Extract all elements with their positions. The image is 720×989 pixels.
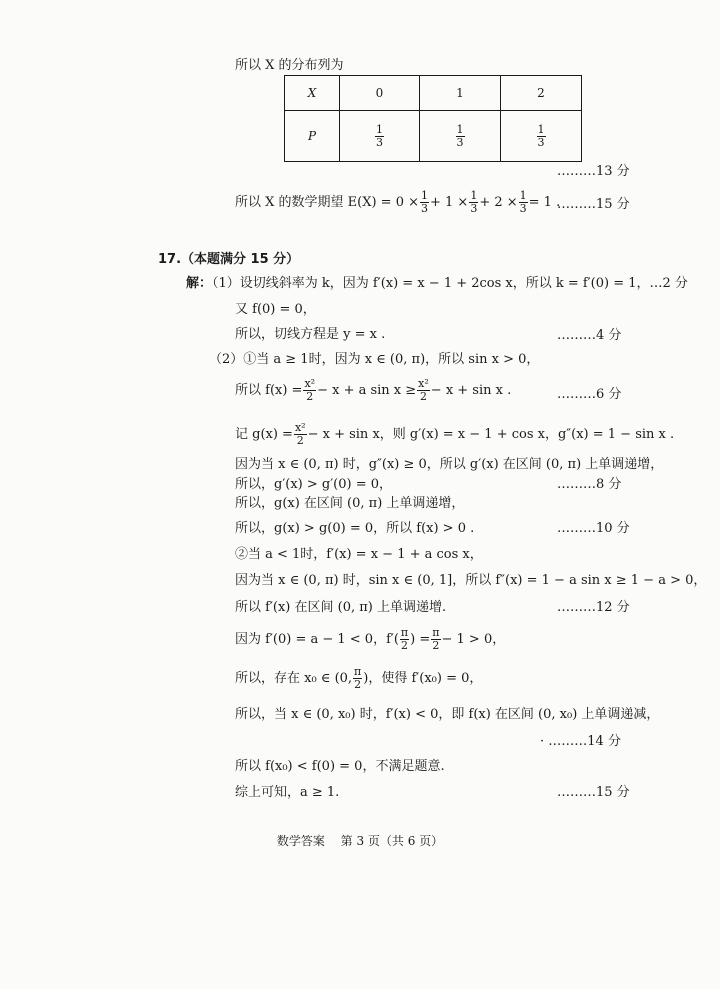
table-cell: P <box>285 111 340 162</box>
question-17-heading: 17.（本题满分 15 分） <box>158 252 300 267</box>
distribution-intro: 所以 X 的分布列为 <box>235 58 344 73</box>
table-cell: $\frac{1}{3}$ <box>501 111 582 162</box>
table-cell: 1 <box>420 76 501 111</box>
solution-line: （2）①当 a ≥ 1时，因为 x ∈ (0, π)，所以 sin x > 0， <box>209 352 540 367</box>
score-14: · ………14 分 <box>540 734 621 749</box>
table-cell: 2 <box>501 76 582 111</box>
score-12: ………12 分 <box>557 600 630 615</box>
solution-line: 所以 f(x₀) < f(0) = 0，不满足题意. <box>235 759 445 774</box>
table-cell: $\frac{1}{3}$ <box>420 111 501 162</box>
solution-line: 所以，当 x ∈ (0, x₀) 时，f′(x) < 0，即 f(x) 在区间 (0, x₀) 上单调递减， <box>235 707 660 722</box>
score-15: ………15 分 <box>557 197 630 212</box>
solution-line: 所以，切线方程是 y = x . <box>235 327 386 342</box>
solution-line: 解：（1）设切线斜率为 k，因为 f′(x) = x − 1 + 2cos x，所以 k = f′(0) = 1，…2 分 <box>186 276 688 291</box>
solution-line: 所以 f′(x) 在区间 (0, π) 上单调递增. <box>235 600 447 615</box>
solution-line: 因为 f′(0) = a − 1 < 0，f′( $\frac{\pi}{2}$ ) = $\frac{\pi}{2}$ − 1 > 0， <box>235 626 506 652</box>
score-8: ………8 分 <box>557 477 622 492</box>
score-10: ………10 分 <box>557 521 630 536</box>
table-cell: X <box>285 76 340 111</box>
page-footer: 数学答案 第 3 页（共 6 页） <box>276 834 444 848</box>
table-cell: $\frac{1}{3}$ <box>340 111 420 162</box>
expectation-line: 所以 X 的数学期望 E(X) = 0 × $\frac{1}{3}$ + 1 × $\frac{1}{3}$ + 2 × $\frac{1}{3}$ = 1 . <box>235 189 561 215</box>
score-13: ………13 分 <box>557 164 630 179</box>
table-cell: 0 <box>340 76 420 111</box>
solution-line: 记 g(x) = $\frac{\text{x²}}{2}$ − x + sin x，则 g′(x) = x − 1 + cos x，g″(x) = 1 − sin x . <box>235 421 675 447</box>
solution-line: 综上可知，a ≥ 1. <box>235 785 340 800</box>
score-15-final: ………15 分 <box>557 785 630 800</box>
score-6: ………6 分 <box>557 387 622 402</box>
solution-line: 因为当 x ∈ (0, π) 时，g″(x) ≥ 0，所以 g′(x) 在区间 (0, π) 上单调递增， <box>235 457 664 472</box>
solution-line: 所以，g(x) > g(0) = 0，所以 f(x) > 0 . <box>235 521 475 536</box>
solution-line: ②当 a < 1时，f′(x) = x − 1 + a cos x， <box>235 547 483 562</box>
solution-label: 解： <box>186 276 213 291</box>
distribution-table <box>284 75 582 162</box>
table-row <box>285 76 582 111</box>
solution-line: 所以 f(x) = $\frac{\text{x²}}{2}$ − x + a sin x ≥ $\frac{\text{x²}}{2}$ − x + sin x . <box>235 377 512 403</box>
solution-line: 所以，g′(x) > g′(0) = 0， <box>235 477 393 492</box>
solution-line: 又 f(0) = 0， <box>235 302 316 317</box>
table-row <box>285 111 582 162</box>
solution-line: 因为当 x ∈ (0, π) 时，sin x ∈ (0, 1]，所以 f″(x) = 1 − a sin x ≥ 1 − a > 0， <box>235 573 707 588</box>
solution-line: 所以，g(x) 在区间 (0, π) 上单调递增， <box>235 496 465 511</box>
score-4: ………4 分 <box>557 328 622 343</box>
solution-line: 所以，存在 x₀ ∈ (0, $\frac{\pi}{2}$ )，使得 f′(x₀) = 0， <box>235 665 483 691</box>
